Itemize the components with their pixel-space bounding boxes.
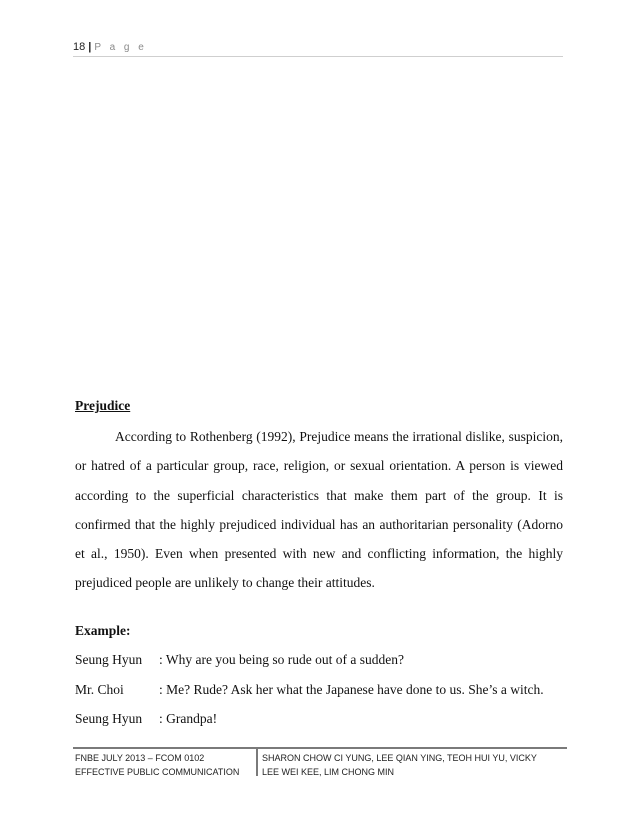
- footer-course-info: [75, 751, 253, 779]
- section-paragraph: According to Rothenberg (1992), Prejudice means the irrational dislike, suspicion, or hatred of a particular group, race, religion, or sexual orientation. A person is viewed according to the superficial characteristics that make them part of the group. It is confirmed that the highly prejudiced individual has an authoritarian personality (Adorno et al., 1950). Even when presented with new and conflicting information, the highly prejudiced people are unlikely to change their attitudes.: [75, 429, 563, 591]
- header-rule: [73, 56, 563, 57]
- page-number: 18: [73, 41, 86, 53]
- dialogue-text: : Grandpa!: [159, 711, 218, 726]
- dialogue-line: [75, 682, 544, 698]
- footer-authors: [262, 751, 567, 779]
- dialogue-speaker: Mr. Choi: [75, 682, 124, 697]
- footer-authors-line2: LEE WEI KEE, LIM CHONG MIN: [262, 767, 395, 777]
- page-label: P a g e: [94, 42, 147, 53]
- dialogue-text: : Me? Rude? Ask her what the Japanese have done to us. She’s a witch.: [159, 682, 544, 697]
- section-heading: Prejudice: [75, 398, 131, 413]
- header-separator: |: [88, 41, 92, 53]
- example-label: Example:: [75, 623, 131, 638]
- footer-authors-line1: SHARON CHOW CI YUNG, LEE QIAN YING, TEOH HUI YU, VICKY: [262, 753, 537, 763]
- footer-rule: [73, 747, 567, 749]
- dialogue-text: : Why are you being so rude out of a sudden?: [159, 652, 404, 667]
- dialogue-speaker: Seung Hyun: [75, 652, 143, 667]
- page-header: [73, 41, 563, 53]
- dialogue-line: [75, 711, 217, 727]
- footer-course-title: EFFECTIVE PUBLIC COMMUNICATION: [75, 767, 240, 777]
- dialogue-speaker: Seung Hyun: [75, 711, 143, 726]
- footer-course-code: FNBE JULY 2013 – FCOM 0102: [75, 753, 205, 763]
- dialogue-line: [75, 652, 404, 668]
- footer-divider: [256, 748, 258, 776]
